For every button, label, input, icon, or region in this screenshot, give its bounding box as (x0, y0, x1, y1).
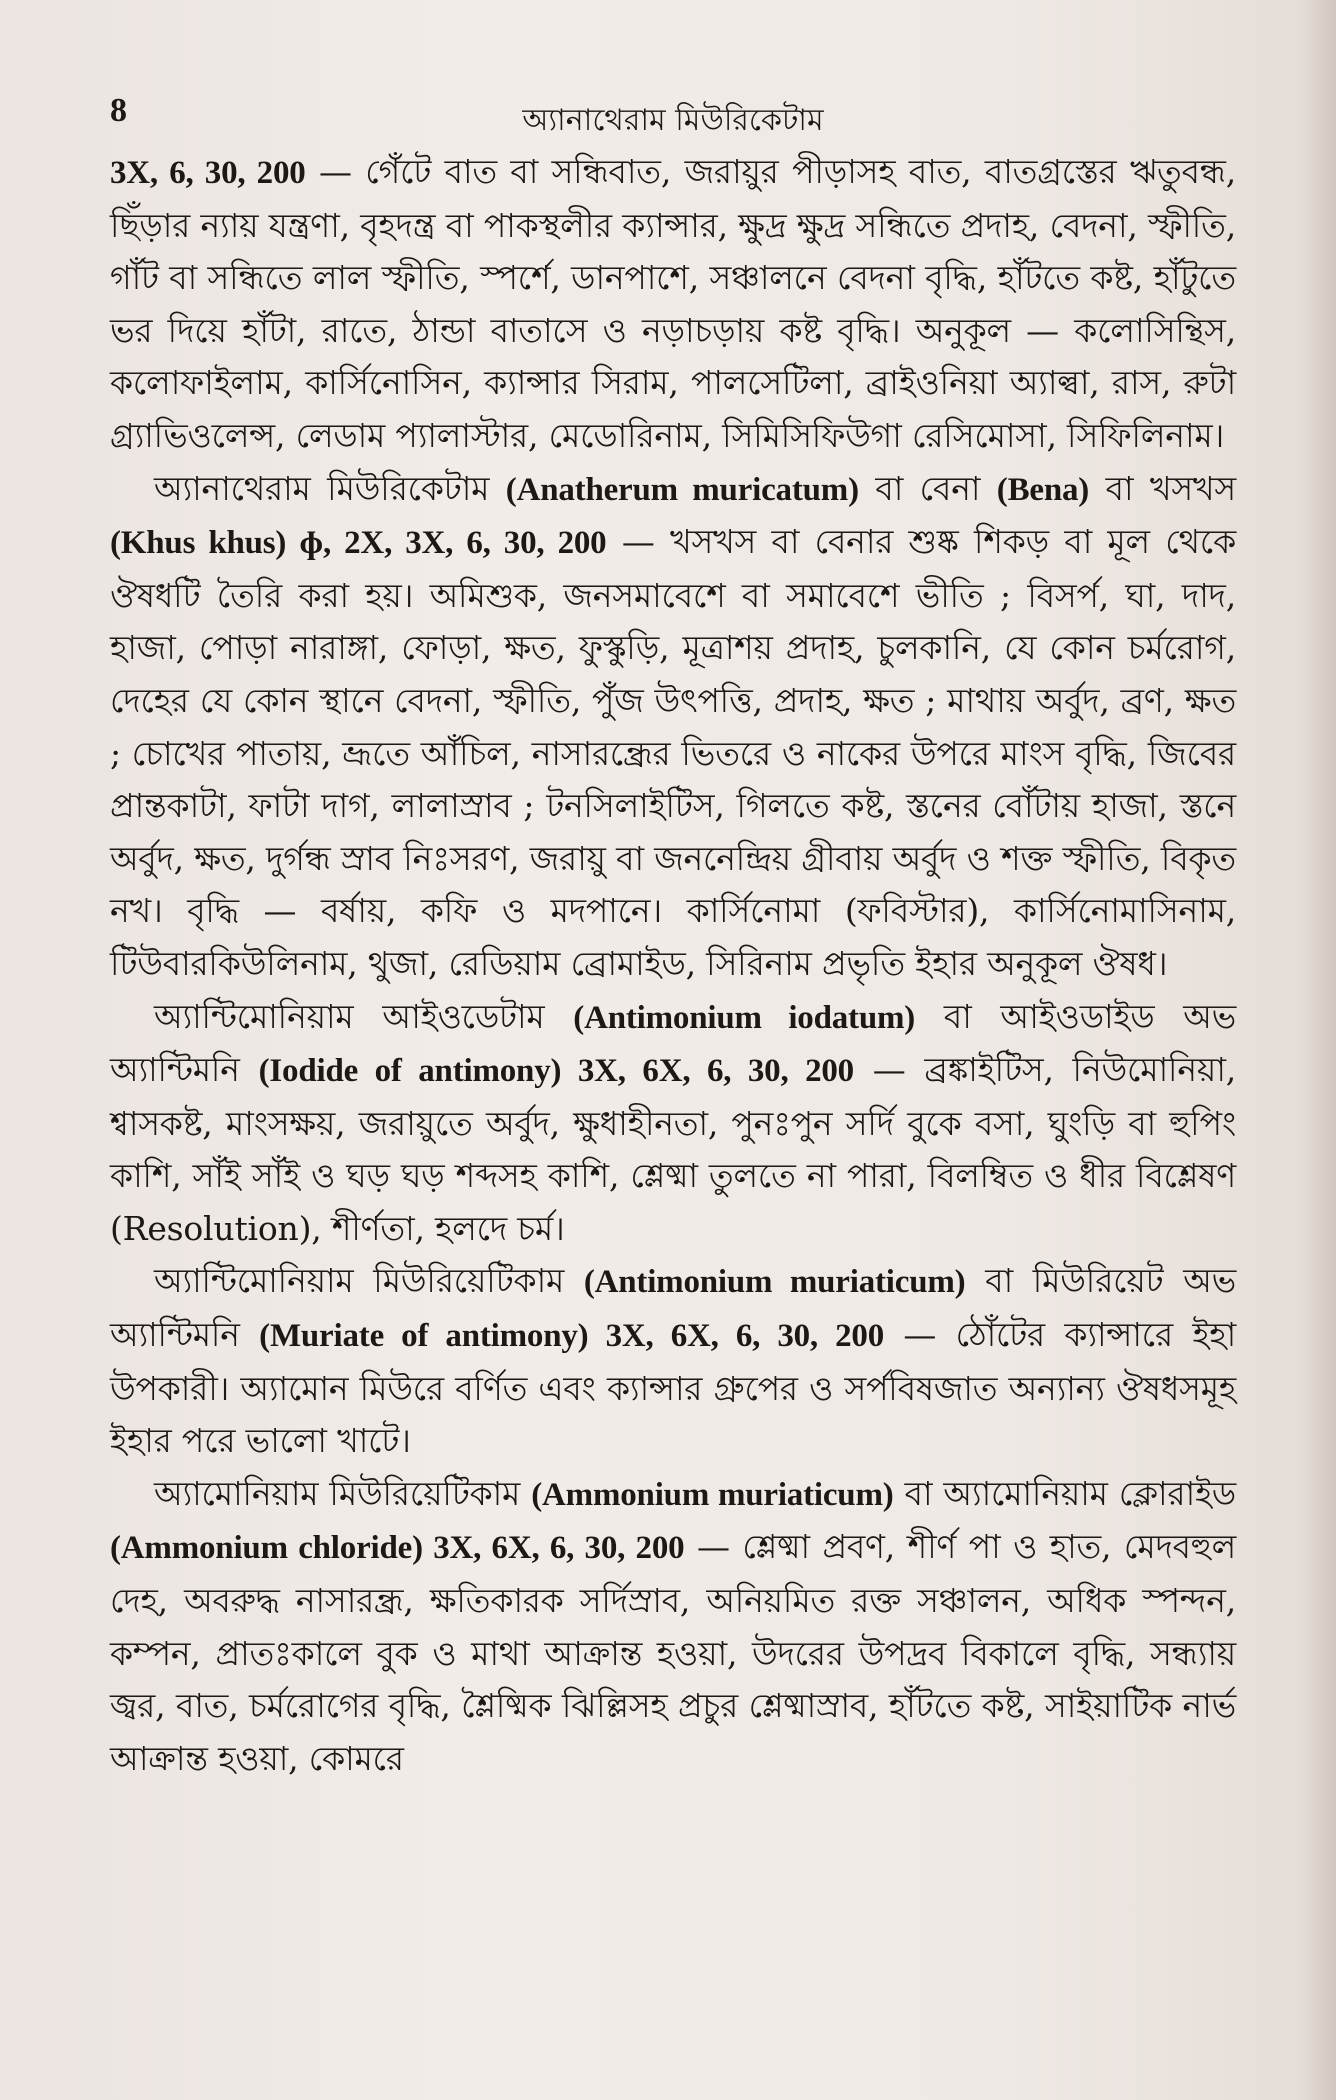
symptom-text: — গেঁটে বাত বা সন্ধিবাত, জরায়ুর পীড়াসহ বাত, বাতগ্রস্তের ঋতুবন্ধ, ছিঁড়ার ন্যায় যন্ত্রণা, বৃহদন্ত্র বা পাকস্থলীর ক্যান্সার, ক্ষুদ্র ক্ষুদ্র সন্ধিতে প্রদাহ, বেদনা, স্ফীতি, গাঁট বা সন্ধিতে লাল স্ফীতি, স্পর্শে, ডানপাশে, সঞ্চালনে বেদনা বৃদ্ধি, হাঁটতে কষ্ট, হাঁটুতে ভর দিয়ে হাঁটা, রাতে, ঠান্ডা বাতাসে ও নড়াচড়ায় কষ্ট বৃদ্ধি। অনুকূল — কলোসিন্থিস, কলোফাইলাম, কার্সিনোসিন, ক্যান্সার সিরাম, পালসেটিলা, ব্রাইওনিয়া অ্যাল্বা, রাস, রুটা গ্র্যাভিওলেন্স, লেডাম প্যালাস্টার, মেডোরিনাম, সিমিসিফিউগা রেসিমোসা, সিফিলিনাম। (110, 152, 1236, 455)
symptom-text: — ব্রঙ্কাইটিস, নিউমোনিয়া, শ্বাসকষ্ট, মাংসক্ষয়, জরায়ুতে অর্বুদ, ক্ষুধাহীনতা, পুনঃপুন সর্দি বুকে বসা, ঘুংড়ি বা হুপিং কাশি, সাঁই সাঁই ও ঘড় ঘড় শব্দসহ কাশি, শ্লেষ্মা তুলতে না পারা, বিলম্বিত ও ধীর বিশ্লেষণ (Resolution), শীর্ণতা, হলদে চর্ম। (110, 1050, 1236, 1248)
remedy-name-latin: (Antimonium iodatum) (573, 999, 916, 1036)
entry-antimonium-iodatum (110, 991, 1236, 1256)
potency-text: 3X, 6, 30, 200 (110, 155, 306, 191)
page-header (110, 92, 1236, 140)
symptom-text: — ঠোঁটের ক্যান্সারে ইহা উপকারী। অ্যামোন মিউরে বর্ণিত এবং ক্যান্সার গ্রুপের ও সর্পবিষজাত অন্যান্য ঔষধসমূহ ইহার পরে ভালো খাটে। (110, 1315, 1237, 1461)
entry-ammonium-muriaticum (110, 1468, 1236, 1786)
synonym-text: বা আইওডাইড অভ অ্যান্টিমনি (110, 996, 1237, 1090)
remedy-name-bengali: অ্যানাথেরাম মিউরিকেটাম (154, 468, 506, 508)
potency-text: (Ammonium chloride) 3X, 6X, 6, 30, 200 (110, 1530, 685, 1567)
entry-anatherum-muricatum (110, 463, 1236, 991)
synonym-text: বা বেনা (858, 468, 997, 508)
remedy-name-bengali: অ্যান্টিমোনিয়াম আইওডেটাম (154, 996, 574, 1036)
page-number: 8 (110, 92, 127, 129)
synonym-text: বা খসখস (1089, 468, 1236, 508)
body-text (110, 146, 1236, 1785)
remedy-name-latin: (Ammonium muriaticum) (531, 1476, 894, 1513)
entry-antimonium-muriaticum (110, 1255, 1236, 1467)
running-title: অ্যানাথেরাম মিউরিকেটাম (522, 103, 824, 138)
potency-text: (Iodide of antimony) 3X, 6X, 6, 30, 200 (258, 1053, 854, 1090)
remedy-name-latin: (Antimonium muriaticum) (583, 1264, 966, 1301)
potency-text: (Muriate of antimony) 3X, 6X, 6, 30, 200 (259, 1318, 885, 1355)
synonym-text: বা মিউরিয়েট অভ অ্যান্টিমনি (110, 1261, 1236, 1355)
synonym-latin: (Bena) (996, 471, 1090, 508)
synonym-text: বা অ্যামোনিয়াম ক্লোরাইড (893, 1473, 1236, 1513)
symptom-text: — শ্লেষ্মা প্রবণ, শীর্ণ পা ও হাত, মেদবহুল দেহ, অবরুদ্ধ নাসারন্ধ্র, ক্ষতিকারক সর্দিস্রাব, অনিয়মিত রক্ত সঞ্চালন, অধিক স্পন্দন, কম্পন, প্রাতঃকালে বুক ও মাথা আক্রান্ত হওয়া, উদরের উপদ্রব বিকালে বৃদ্ধি, সন্ধ্যায় জ্বর, বাত, চর্মরোগের বৃদ্ধি, শ্লৈষ্মিক ঝিল্লিসহ প্রচুর শ্লেষ্মাস্রাব, হাঁটতে কষ্ট, সাইয়াটিক নার্ভ আক্রান্ত হওয়া, কোমরে (110, 1527, 1237, 1778)
symptom-text: — খসখস বা বেনার শুষ্ক শিকড় বা মূল থেকে ঔষধটি তৈরি করা হয়। অমিশুক, জনসমাবেশে বা সমাবেশে ভীতি ; বিসর্প, ঘা, দাদ, হাজা, পোড়া নারাঙ্গা, ফোড়া, ক্ষত, ফুস্কুড়ি, মূত্রাশয় প্রদাহ, চুলকানি, যে কোন চর্মরোগ, দেহের যে কোন স্থানে বেদনা, স্ফীতি, পুঁজ উৎপত্তি, প্রদাহ, ক্ষত ; মাথায় অর্বুদ, ব্রণ, ক্ষত ; চোখের পাতায়, ভ্রূতে আঁচিল, নাসারন্ধ্রের ভিতরে ও নাকের উপরে মাংস বৃদ্ধি, জিবের প্রান্তকাটা, ফাটা দাগ, লালাস্রাব ; টনসিলাইটিস, গিলতে কষ্ট, স্তনের বোঁটায় হাজা, স্তনে অর্বুদ, ক্ষত, দুর্গন্ধ স্রাব নিঃসরণ, জরায়ু বা জননেন্দ্রিয় গ্রীবায় অর্বুদ ও শক্ত স্ফীতি, বিকৃত নখ। বৃদ্ধি — বর্ষায়, কফি ও মদপানে। কার্সিনোমা (ফবিস্টার), কার্সিনোমাসিনাম, টিউবারকিউলিনাম, থুজা, রেডিয়াম ব্রোমাইড, সিরিনাম প্রভৃতি ইহার অনুকূল ঔষধ। (110, 522, 1236, 983)
potency-text: (Khus khus) ɸ, 2X, 3X, 6, 30, 200 (110, 525, 607, 562)
remedy-name-latin: (Anatherum muricatum) (505, 471, 859, 508)
remedy-name-bengali: অ্যামোনিয়াম মিউরিয়েটিকাম (154, 1473, 532, 1513)
remedy-name-bengali: অ্যান্টিমোনিয়াম মিউরিয়েটিকাম (154, 1261, 584, 1301)
paragraph-continuation (110, 146, 1236, 463)
